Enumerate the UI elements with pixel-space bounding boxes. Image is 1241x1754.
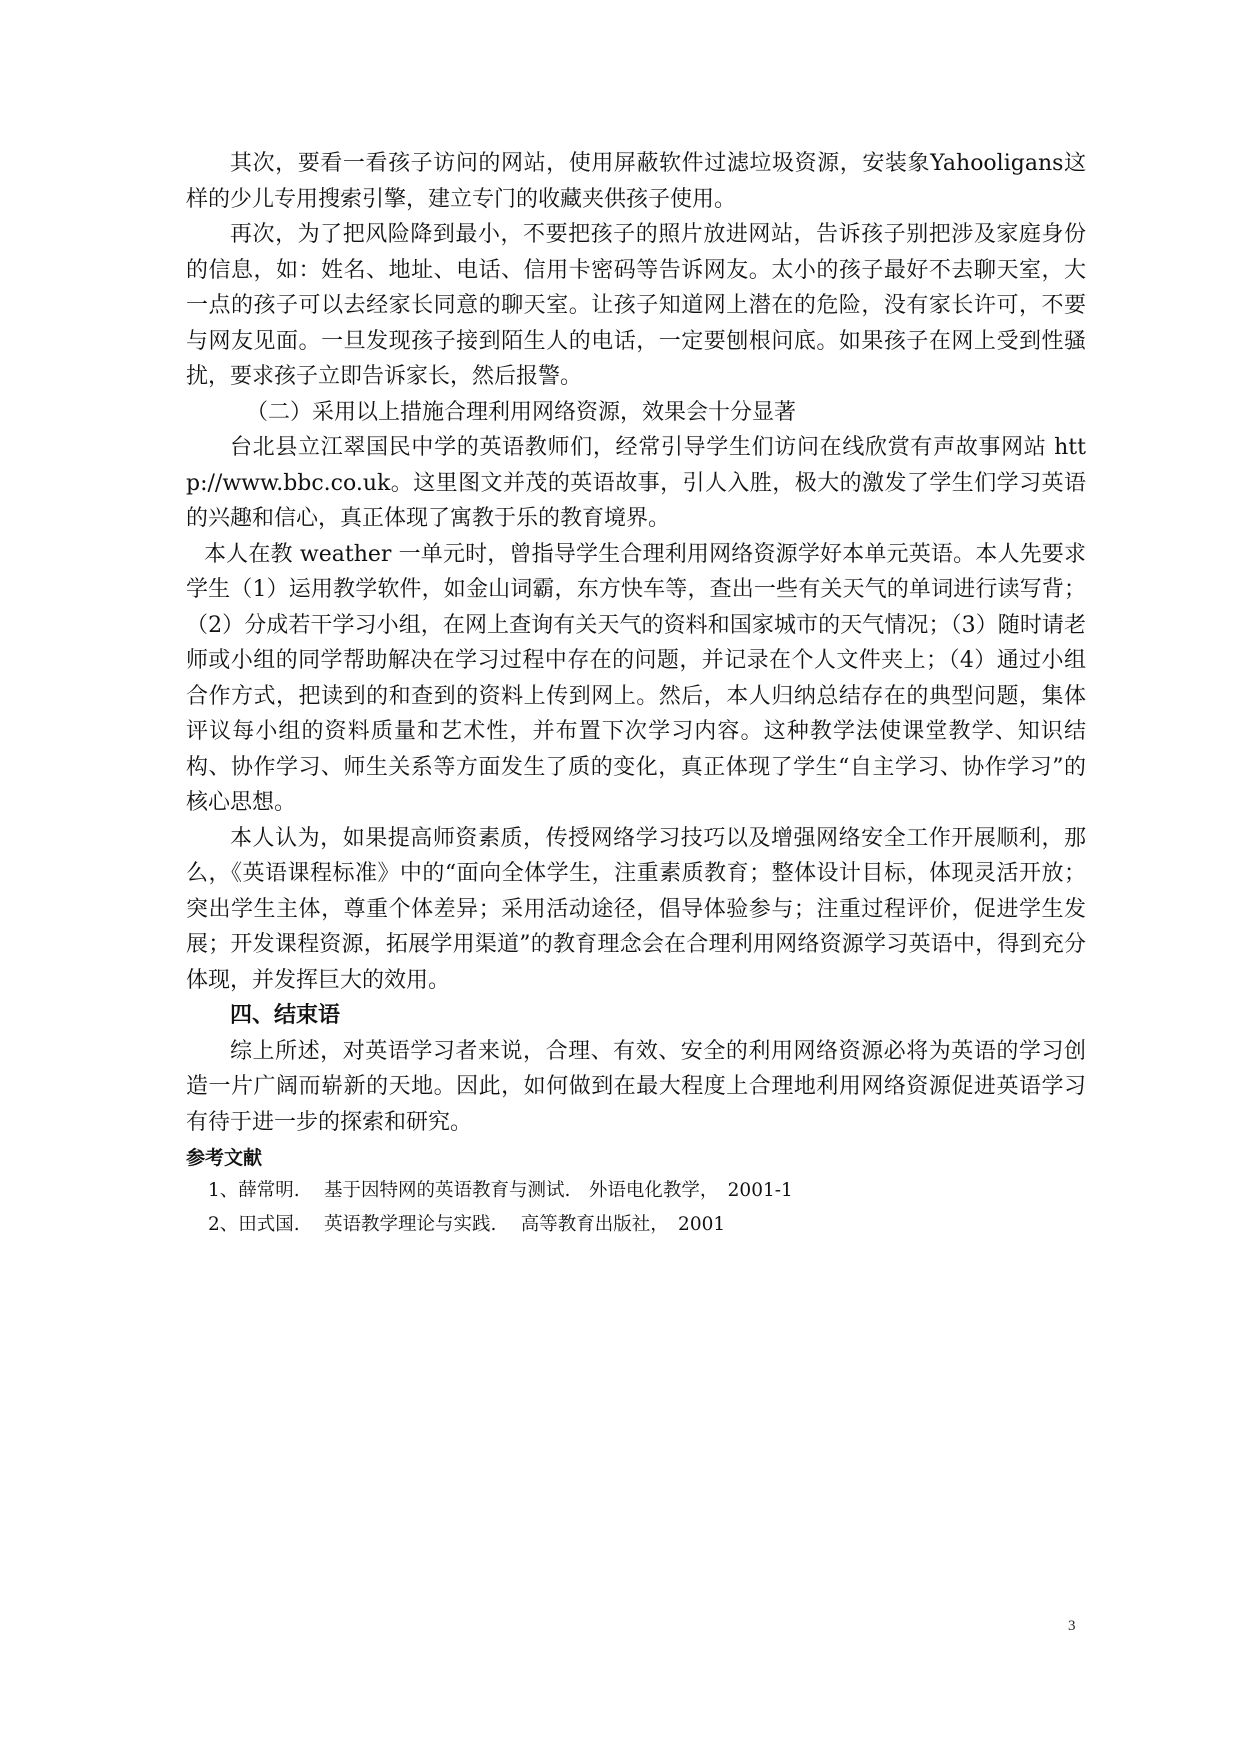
paragraph-summary: 综上所述，对英语学习者来说，合理、有效、安全的利用网络资源必将为英语的学习创造一片广阔而崭新的天地。因此，如何做到在最大程度上合理地利用网络资源促进英语学习有待于进一步的探索和研究。 [186,1038,1086,1135]
document-body [186,146,1086,1242]
paragraph-conclusion-view: 本人认为，如果提高师资素质，传授网络学习技巧以及增强网络安全工作开展顺利，那么，《英语课程标准》中的“面向全体学生，注重素质教育；整体设计目标，体现灵活开放；突出学生主体，尊重个体差异；采用活动途径，倡导体验参与；注重过程评价，促进学生发展；开发课程资源，拓展学用渠道”的教育理念会在合理利用网络资源学习英语中，得到充分体现，并发挥巨大的效用。 [186,825,1086,993]
reference-item: 1、薛常明. 基于因特网的英语教育与测试. 外语电化教学， 2001-1 [208,1180,793,1201]
page-number: 3 [1068,1618,1076,1634]
references-title: 参考文献 [186,1147,263,1169]
section-heading-conclusion: 四、结束语 [230,1003,341,1028]
paragraph-taipei-example: 台北县立江翠国民中学的英语教师们，经常引导学生们访问在线欣赏有声故事网站 http://www.bbc.co.uk。这里图文并茂的英语故事，引人入胜，极大的激发了学生们学习英语的兴趣和信心，真正体现了寓教于乐的教育境界。 [186,435,1086,531]
paragraph-risk-reduction: 再次，为了把风险降到最小，不要把孩子的照片放进网站，告诉孩子别把涉及家庭身份的信息，如：姓名、地址、电话、信用卡密码等告诉网友。太小的孩子最好不去聊天室，大一点的孩子可以去经家长同意的聊天室。让孩子知道网上潜在的危险，没有家长许可，不要与网友见面。一旦发现孩子接到陌生人的电话，一定要刨根问底。如果孩子在网上受到性骚扰，要求孩子立即告诉家长，然后报警。 [186,222,1086,389]
paragraph-website-filtering: 其次，要看一看孩子访问的网站，使用屏蔽软件过滤垃圾资源，安装象Yahooligans这样的少儿专用搜索引擎，建立专门的收藏夹供孩子使用。 [186,151,1086,212]
paragraph-weather-unit: 本人在教 weather 一单元时，曾指导学生合理利用网络资源学好本单元英语。本人先要求学生（1）运用教学软件，如金山词霸，东方快车等，查出一些有关天气的单词进行读写背；（2）分成若干学习小组，在网上查询有关天气的资料和国家城市的天气情况；（3）随时请老师或小组的同学帮助解决在学习过程中存在的问题，并记录在个人文件夹上；（4）通过小组合作方式，把读到的和查到的资料上传到网上。然后，本人归纳总结存在的典型问题，集体评议每小组的资料质量和艺术性，并布置下次学习内容。这种教学法使课堂教学、知识结构、协作学习、师生关系等方面发生了质的变化，真正体现了学生“自主学习、协作学习”的核心思想。 [186,541,1086,815]
reference-item: 2、田式国. 英语教学理论与实践. 高等教育出版社， 2001 [208,1214,726,1235]
subheading-measures-effect: （二）采用以上措施合理利用网络资源，效果会十分显著 [246,399,797,425]
